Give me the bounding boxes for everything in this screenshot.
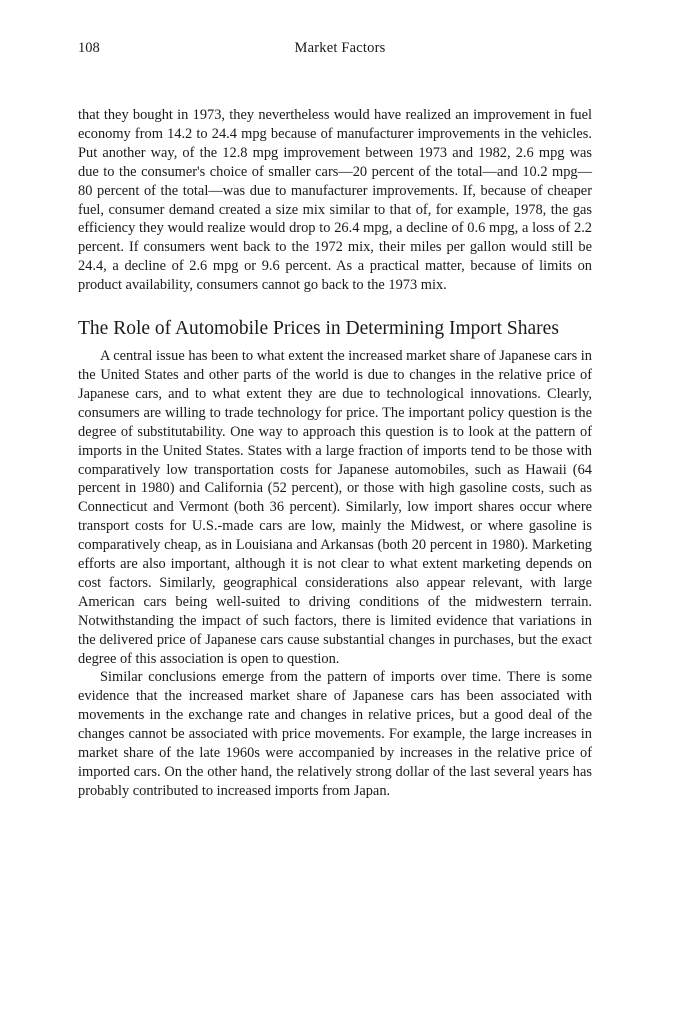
page-header (78, 40, 602, 60)
page-number: 108 (78, 40, 100, 56)
section-heading: The Role of Automobile Prices in Determining Import Shares (78, 318, 559, 340)
body-paragraph-3: Similar conclusions emerge from the pattern of imports over time. There is some evidence that the increased market share of Japanese cars has been associated with movements in the exchange rate and changes in relative prices, but a good deal of the changes cannot be associated with price movements. For example, the large increases in market share of the late 1960s were accompanied by increases in the relative price of imported cars. On the other hand, the relatively strong dollar of the last several years has probably contributed to increased imports from Japan. (78, 669, 592, 799)
page-body (78, 106, 592, 801)
body-paragraph-2: A central issue has been to what extent the increased market share of Japanese cars in the United States and other parts of the world is due to changes in the relative price of Japanese cars, and to what extent they are due to technological innovations. Clearly, consumers are willing to trade technology for price. The important policy question is the degree of substitutability. One way to approach this question is to look at the pattern of imports in the United States. States with a large fraction of imports tend to be those with comparatively low transportation costs for Japanese automobiles, such as Hawaii (64 percent in 1980) and California (52 percent), or those with high gasoline costs, such as Connecticut and Vermont (both 36 percent). Similarly, low import shares occur where transport costs for U.S.-made cars are low, mainly the Midwest, or where gasoline is comparatively cheap, as in Louisiana and Arkansas (both 20 percent in 1980). Marketing efforts are also important, although it is not clear to what extent marketing depends on cost factors. Similarly, geographical considerations also appear relevant, with large American cars being well-suited to driving conditions of the midwestern terrain. Notwithstanding the impact of such factors, there is limited evidence that variations in the delivered price of Japanese cars cause substantial changes in purchases, but the exact degree of this association is open to question. (78, 348, 592, 667)
running-title: Market Factors (294, 40, 386, 56)
body-paragraph-1: that they bought in 1973, they nevertheless would have realized an improvement in fuel economy from 14.2 to 24.4 mpg because of manufacturer improvements in the vehicles. Put another way, of the 12.8 mpg improvement between 1973 and 1982, 2.6 mpg was due to the consumer's choice of smaller cars—20 percent of the total—and 10.2 mpg—80 percent of the total—was due to manufacturer improvements. If, because of cheaper fuel, consumer demand created a size mix similar to that of, for example, 1978, the gas efficiency they would realize would drop to 26.4 mpg, a decline of 0.6 mpg, a loss of 2.2 percent. If consumers went back to the 1972 mix, their miles per gallon would still be 24.4, a decline of 2.6 mpg or 9.6 percent. As a practical matter, because of limits on product availability, consumers cannot go back to the 1973 mix. (78, 107, 592, 294)
